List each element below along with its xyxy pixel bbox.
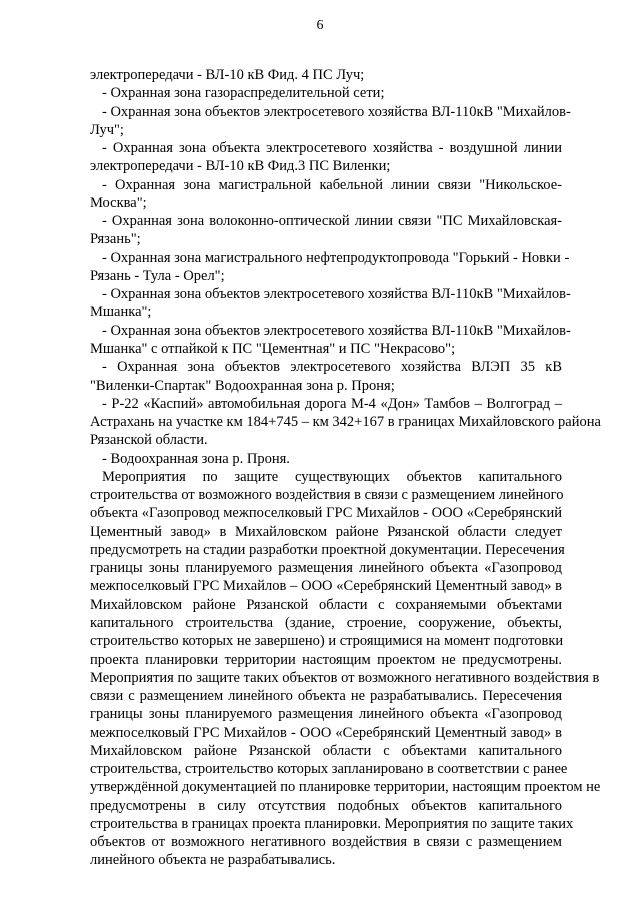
text-line: Рязанской области. [90,432,208,449]
text-line: - Охранная зона объектов электросетевого хозяйства ВЛ-110кВ "Михайлов- [102,103,571,120]
text-line: Астрахань на участке км 184+745 – км 342+167 в границах Михайловского района [90,414,601,431]
text-line: Мшанка" с отпайкой к ПС "Цементная" и ПС "Некрасово"; [90,340,456,357]
text-line: - Водоохранная зона р. Проня. [102,450,290,467]
text-line: предусмотрены в силу отсутствия подобных объектов капитального [90,797,562,814]
text-line: Рязань - Тула - Орел"; [90,267,225,284]
document-body [90,66,601,870]
text-line: - Охранная зона газораспределительной сети; [102,85,385,102]
text-line: Михайловском районе Рязанской области с сохраняемыми объектами [90,596,562,613]
text-line: объектов от возможного негативного воздействия в связи с размещением [90,834,562,851]
text-line: Луч"; [90,121,124,138]
text-line: Мероприятия по защите существующих объектов капитального [102,468,562,485]
text-line: электропередачи - ВЛ-10 кВ Фид. 4 ПС Луч; [90,67,365,83]
text-line: связи с размещением линейного объекта не разрабатывались. Пересечения [90,688,562,705]
text-line: предусмотреть на стадии разработки проектной документации. Пересечения [90,541,565,558]
text-line: - Охранная зона магистральной кабельной линии связи "Никольское- [102,176,562,193]
text-line: линейного объекта не разрабатывались. [90,852,336,869]
text-line: Михайловском районе Рязанской области с объектами капитального [90,742,562,759]
text-line: Москва"; [90,194,147,211]
text-line: объекта «Газопровод межпоселковый ГРС Михайлов - ООО «Серебрянский [90,505,562,522]
text-line: капитального строительства (здание, строение, сооружение, объекты, [90,614,562,631]
text-line: - Охранная зона объектов электросетевого хозяйства ВЛЭП 35 кВ [102,359,562,376]
text-line: утверждённой документацией по планировке территории, настоящим проектом не [90,779,601,796]
text-line: - Охранная зона объектов электросетевого хозяйства ВЛ-110кВ "Михайлов- [102,322,571,339]
text-line: Цементный завод» в Михайловском районе Рязанской области следует [90,523,562,540]
text-line: строительство которых не завершено) и строящимися на момент подготовки [90,633,564,650]
text-line: межпоселковый ГРС Михайлов - ООО «Серебрянский Цементный завод» в [90,724,562,741]
text-line: - Р-22 «Каспий» автомобильная дорога М-4 «Дон» Тамбов – Волгоград – [102,395,562,412]
text-line: строительства от возможного воздействия в связи с размещением линейного [90,487,564,504]
text-line: границы зоны планируемого размещения линейного объекта «Газопровод [90,706,562,723]
text-line: электропередачи - ВЛ-10 кВ Фид.3 ПС Виленки; [90,158,391,175]
text-line: - Охранная зона волоконно-оптической линии связи "ПС Михайловская- [102,213,562,230]
text-line: строительства в границах проекта планировки. Мероприятия по защите таких [90,815,574,832]
text-line: строительства, строительство которых запланировано в соответствии с ранее [90,761,568,778]
page-number: 6 [316,18,324,33]
text-line: Мшанка"; [90,304,152,321]
text-line: - Охранная зона объектов электросетевого хозяйства ВЛ-110кВ "Михайлов- [102,286,571,303]
text-line: межпоселковый ГРС Михайлов – ООО «Серебрянский Цементный завод» в [90,578,562,595]
text-line: "Виленки-Спартак" Водоохранная зона р. Проня; [90,377,395,394]
text-line: - Охранная зона объекта электросетевого хозяйства - воздушной линии [102,140,562,157]
text-line: Рязань"; [90,231,141,248]
text-line: - Охранная зона магистрального нефтепродуктопровода "Горький - Новки - [102,249,570,266]
text-line: границы зоны планируемого размещения линейного объекта «Газопровод [90,560,562,577]
text-line: проекта планировки территории настоящим проектом не предусмотрены. [90,651,562,668]
text-line: Мероприятия по защите таких объектов от возможного негативного воздействия в [90,669,600,686]
